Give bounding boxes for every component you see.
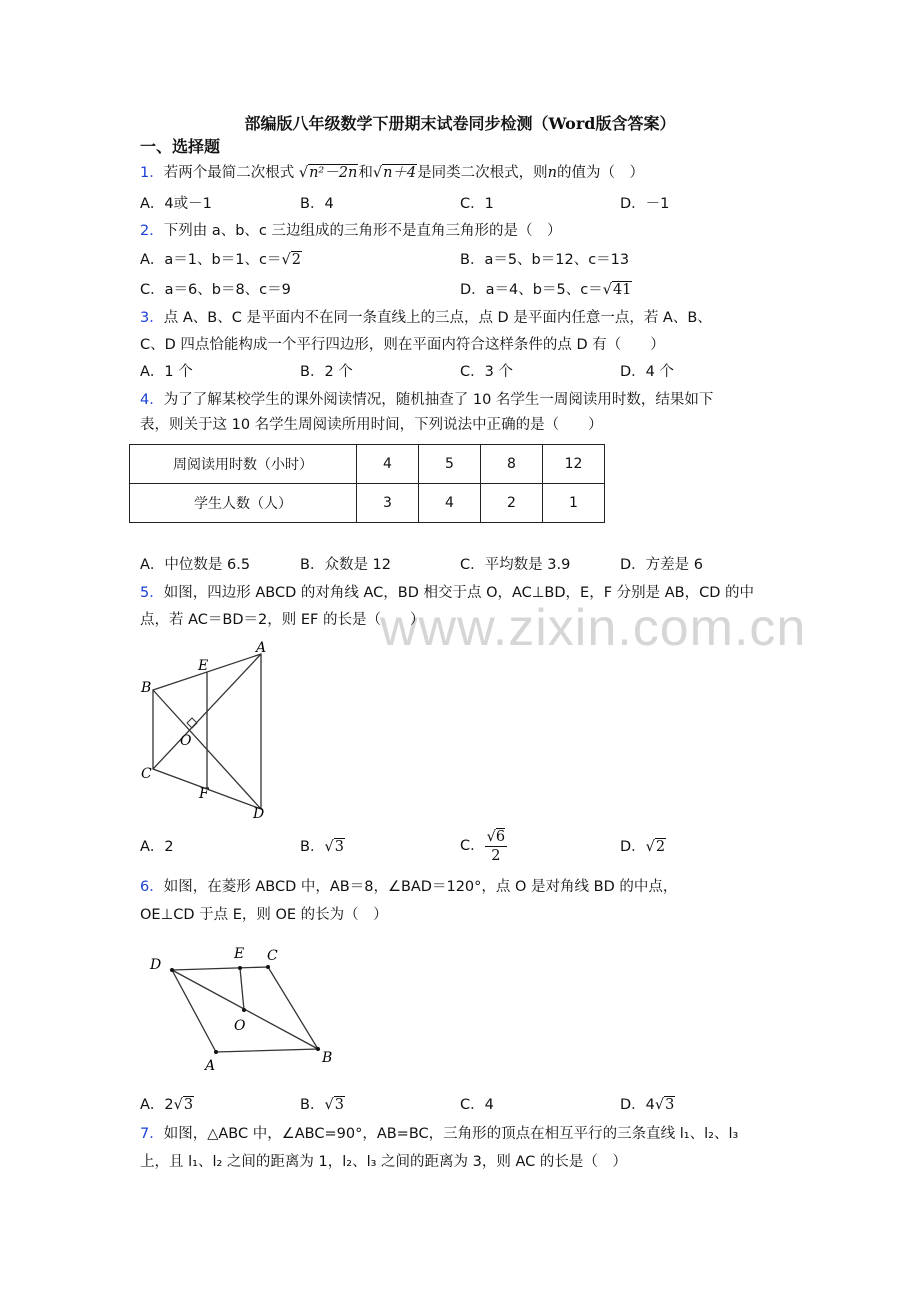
question-text: 的值为（ ） [556, 165, 644, 181]
table-cell: 4 [419, 484, 481, 523]
question-6-line-2: OE⊥CD 于点 E，则 OE 的长为（ ） [140, 907, 388, 923]
option-b[interactable]: B．众数是 12 [300, 557, 392, 573]
option-d[interactable]: D．方差是 6 [620, 557, 703, 573]
question-3-line-2: C、D 四点恰能构成一个平行四边形，则在平面内符合这样条件的点 D 有（ ） [140, 337, 665, 353]
option-text: A．2 [140, 1097, 174, 1113]
label-e: E [234, 946, 245, 962]
label-b: B [322, 1050, 333, 1066]
option-b[interactable] [300, 1095, 345, 1115]
option-d[interactable]: D．－1 [620, 196, 670, 212]
option-b[interactable]: B．4 [300, 196, 334, 212]
label-o: O [180, 733, 192, 749]
question-2 [140, 221, 562, 241]
label-a: A [256, 640, 267, 656]
question-7 [140, 1124, 738, 1144]
option-a[interactable]: A．1 个 [140, 364, 193, 380]
question-number: 2． [140, 223, 164, 239]
option-a[interactable]: A．2 [140, 839, 174, 855]
variable: n [547, 165, 557, 181]
option-b[interactable] [300, 837, 345, 857]
option-a[interactable] [140, 250, 302, 270]
radicand: 2 [655, 839, 666, 855]
option-c[interactable]: C．4 [460, 1097, 494, 1113]
option-text: C． [460, 838, 485, 854]
question-text: 为了了解某校学生的课外阅读情况，随机抽查了 10 名学生一周阅读用时数，结果如下 [163, 392, 714, 408]
sqrt-expression: √3 [654, 1097, 675, 1113]
radicand: n²－2n [309, 165, 358, 181]
label-o: O [234, 1018, 246, 1034]
sqrt-expression: √2 [645, 839, 666, 855]
watermark: www.zixin.com.cn [380, 599, 807, 657]
table-row [130, 445, 605, 484]
label-c: C [267, 948, 278, 964]
option-a[interactable]: A．4或－1 [140, 196, 212, 212]
sqrt-expression: √3 [173, 1097, 194, 1113]
option-text: D．a＝4、b＝5、c＝ [460, 282, 603, 298]
quadrilateral-figure [135, 638, 275, 823]
question-text: 若两个最简二次根式 [163, 165, 295, 181]
section-heading: 一、选择题 [140, 137, 221, 156]
question-1 [140, 163, 644, 183]
table-cell: 学生人数（人） [130, 484, 357, 523]
sqrt-expression: √n＋4 [372, 165, 417, 181]
option-b[interactable]: B．2 个 [300, 364, 353, 380]
option-d[interactable] [620, 837, 666, 857]
label-a: A [205, 1058, 216, 1074]
table-cell: 1 [543, 484, 605, 523]
option-d[interactable] [460, 280, 632, 300]
radicand: 41 [612, 282, 632, 298]
option-text: A．a＝1、b＝1、c＝ [140, 252, 282, 268]
question-number: 7． [140, 1126, 164, 1142]
option-text: B． [300, 839, 325, 855]
denominator: 2 [491, 847, 501, 864]
question-text: 是同类二次根式，则 [417, 165, 548, 181]
radicand: n＋4 [383, 165, 417, 181]
sqrt-expression: √3 [324, 1097, 344, 1113]
label-b: B [141, 680, 152, 696]
question-number: 4． [140, 392, 164, 408]
radicand: 3 [183, 1097, 194, 1113]
table-cell: 2 [481, 484, 543, 523]
question-7-line-2: 上，且 l₁、l₂ 之间的距离为 1，l₂、l₃ 之间的距离为 3，则 AC 的长是（ ） [140, 1154, 627, 1170]
table-cell: 周阅读用时数（小时） [130, 445, 357, 484]
option-text: D．4 [620, 1097, 655, 1113]
radicand: 3 [334, 839, 344, 855]
label-e: E [198, 658, 209, 674]
question-text: 下列由 a、b、c 三边组成的三角形不是直角三角形的是（ ） [163, 223, 562, 239]
question-text: 如图，△ABC 中，∠ABC=90°，AB=BC，三角形的顶点在相互平行的三条直线 l₁、l₂、l₃ [163, 1126, 739, 1142]
question-text: 点 A、B、C 是平面内不在同一条直线上的三点，点 D 是平面内任意一点，若 A、B、 [163, 310, 712, 326]
sqrt-expression: √n²－2n [298, 165, 358, 181]
sqrt-expression: √41 [602, 282, 632, 298]
label-f: F [199, 786, 209, 802]
sqrt-expression: √2 [281, 252, 301, 268]
label-d: D [253, 806, 265, 822]
option-a[interactable] [140, 1095, 194, 1115]
table-cell: 4 [357, 445, 419, 484]
option-b[interactable]: B．a＝5、b＝12、c＝13 [460, 252, 630, 268]
radicand: 2 [291, 252, 301, 268]
option-c[interactable] [460, 826, 507, 866]
question-text: 如图，在菱形 ABCD 中，AB＝8，∠BAD＝120°，点 O 是对角线 BD 的中点， [163, 879, 678, 895]
question-number: 6． [140, 879, 164, 895]
option-c[interactable]: C．3 个 [460, 364, 513, 380]
question-number: 1． [140, 165, 164, 181]
question-5-line-2: 点，若 AC＝BD＝2，则 EF 的长是（ ） [140, 612, 425, 628]
label-c: C [141, 766, 152, 782]
radicand: 3 [334, 1097, 344, 1113]
option-c[interactable]: C．1 [460, 196, 494, 212]
question-text: 和 [358, 165, 373, 181]
question-4 [140, 390, 713, 410]
radicand: 3 [665, 1097, 675, 1113]
question-3 [140, 308, 712, 328]
rhombus-figure [140, 940, 340, 1075]
question-5 [140, 583, 754, 603]
document-title: 部编版八年级数学下册期末试卷同步检测（Word版含答案） [244, 114, 676, 133]
table-cell: 5 [419, 445, 481, 484]
radicand: 6 [495, 828, 506, 845]
table-cell: 8 [481, 445, 543, 484]
table-row [130, 484, 605, 523]
question-4-line-2: 表，则关于这 10 名学生周阅读所用时间，下列说法中正确的是（ ） [140, 417, 603, 433]
fraction: $\frac{√6}{2}$ [486, 828, 506, 864]
reading-time-table [129, 444, 605, 523]
table-cell: 3 [357, 484, 419, 523]
option-a[interactable]: A．中位数是 6.5 [140, 557, 251, 573]
option-c[interactable]: C．a＝6、b＝8、c＝9 [140, 282, 291, 298]
label-d: D [150, 957, 162, 973]
option-text: B． [300, 1097, 325, 1113]
question-text: 如图，四边形 ABCD 的对角线 AC，BD 相交于点 O，AC⊥BD，E，F 分别是 AB，CD 的中 [163, 585, 755, 601]
question-6 [140, 877, 677, 897]
table-cell: 12 [543, 445, 605, 484]
option-d[interactable] [620, 1095, 675, 1115]
question-number: 5． [140, 585, 164, 601]
option-c[interactable]: C．平均数是 3.9 [460, 557, 571, 573]
option-d[interactable]: D．4 个 [620, 364, 674, 380]
option-text: D． [620, 839, 646, 855]
sqrt-expression: √3 [324, 839, 344, 855]
question-number: 3． [140, 310, 164, 326]
